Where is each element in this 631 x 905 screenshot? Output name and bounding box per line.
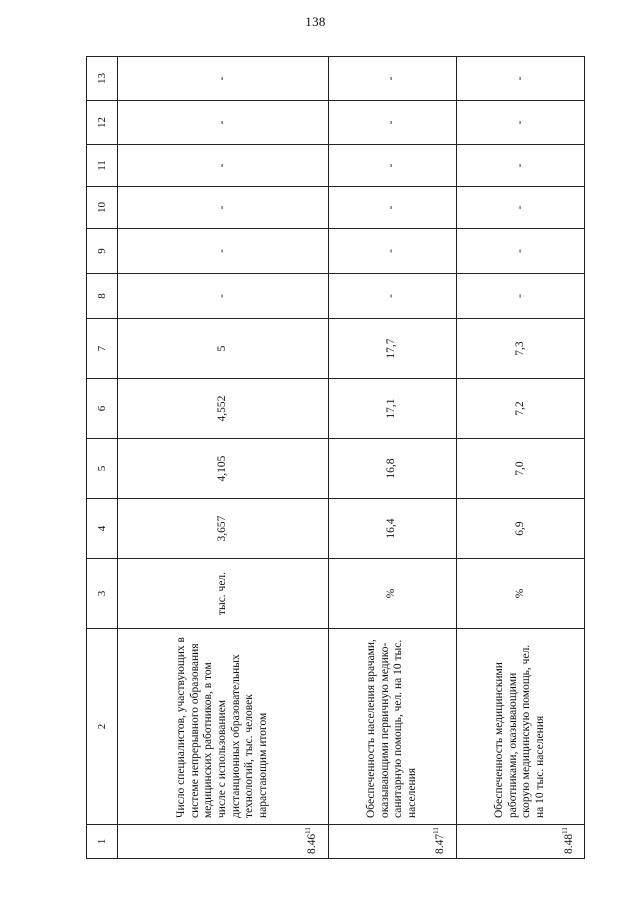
col-header-1: 1 <box>87 825 118 859</box>
col-header-3: 3 <box>87 559 118 629</box>
value-col-7: 7,3 <box>456 319 584 379</box>
value-col-5: 4,105 <box>118 439 329 499</box>
row-unit: % <box>328 559 456 629</box>
value-col-11: - <box>328 145 456 187</box>
table-container <box>86 57 585 859</box>
value-col-4: 3,657 <box>118 499 329 559</box>
col-header-2: 2 <box>87 629 118 825</box>
page-number: 138 <box>305 14 326 29</box>
row-unit: тыс. чел. <box>118 559 329 629</box>
value-col-9: - <box>118 229 329 274</box>
value-col-9: - <box>456 229 584 274</box>
col-header-12: 12 <box>87 101 118 145</box>
value-col-11: - <box>456 145 584 187</box>
col-header-4: 4 <box>87 499 118 559</box>
value-col-12: - <box>456 101 584 145</box>
value-col-12: - <box>118 101 329 145</box>
value-col-10: - <box>456 187 584 229</box>
indicators-table <box>86 56 585 859</box>
value-col-4: 6,9 <box>456 499 584 559</box>
row-code: 8.48$^{11}$ <box>456 825 584 859</box>
value-col-9: - <box>328 229 456 274</box>
row-name: Число специалистов, участвующих в системе непрерывного образования медицинских работников, в том числе с использованием дистанционных образовательных технологий, тыс. человек нарастающим итогом <box>118 629 329 825</box>
row-code: 8.46$^{11}$ <box>118 825 329 859</box>
table-row <box>456 57 584 859</box>
value-col-7: 17,7 <box>328 319 456 379</box>
col-header-6: 6 <box>87 379 118 439</box>
value-col-6: 7,2 <box>456 379 584 439</box>
value-col-4: 16,4 <box>328 499 456 559</box>
col-header-7: 7 <box>87 319 118 379</box>
value-col-10: - <box>328 187 456 229</box>
table-row <box>328 57 456 859</box>
value-col-6: 17,1 <box>328 379 456 439</box>
col-header-8: 8 <box>87 274 118 319</box>
table-row <box>118 57 329 859</box>
value-col-5: 16,8 <box>328 439 456 499</box>
value-col-12: - <box>328 101 456 145</box>
header-row <box>87 57 118 859</box>
value-col-10: - <box>118 187 329 229</box>
col-header-10: 10 <box>87 187 118 229</box>
row-code: 8.47$^{11}$ <box>328 825 456 859</box>
row-name: Обеспеченность медицинскими работниками, оказывающими скорую медицинскую помощь, чел. на 10 тыс. населения <box>456 629 584 825</box>
col-header-13: 13 <box>87 57 118 101</box>
value-col-7: 5 <box>118 319 329 379</box>
row-name: Обеспеченность населения врачами, оказывающими первичную медико-санитарную помощь, чел. на 10 тыс. населения <box>328 629 456 825</box>
col-header-5: 5 <box>87 439 118 499</box>
value-col-8: - <box>118 274 329 319</box>
value-col-13: - <box>328 57 456 101</box>
value-col-13: - <box>456 57 584 101</box>
value-col-11: - <box>118 145 329 187</box>
value-col-8: - <box>328 274 456 319</box>
row-unit: % <box>456 559 584 629</box>
value-col-13: - <box>118 57 329 101</box>
value-col-6: 4,552 <box>118 379 329 439</box>
value-col-8: - <box>456 274 584 319</box>
rotated-table <box>86 57 585 859</box>
value-col-5: 7,0 <box>456 439 584 499</box>
col-header-11: 11 <box>87 145 118 187</box>
col-header-9: 9 <box>87 229 118 274</box>
